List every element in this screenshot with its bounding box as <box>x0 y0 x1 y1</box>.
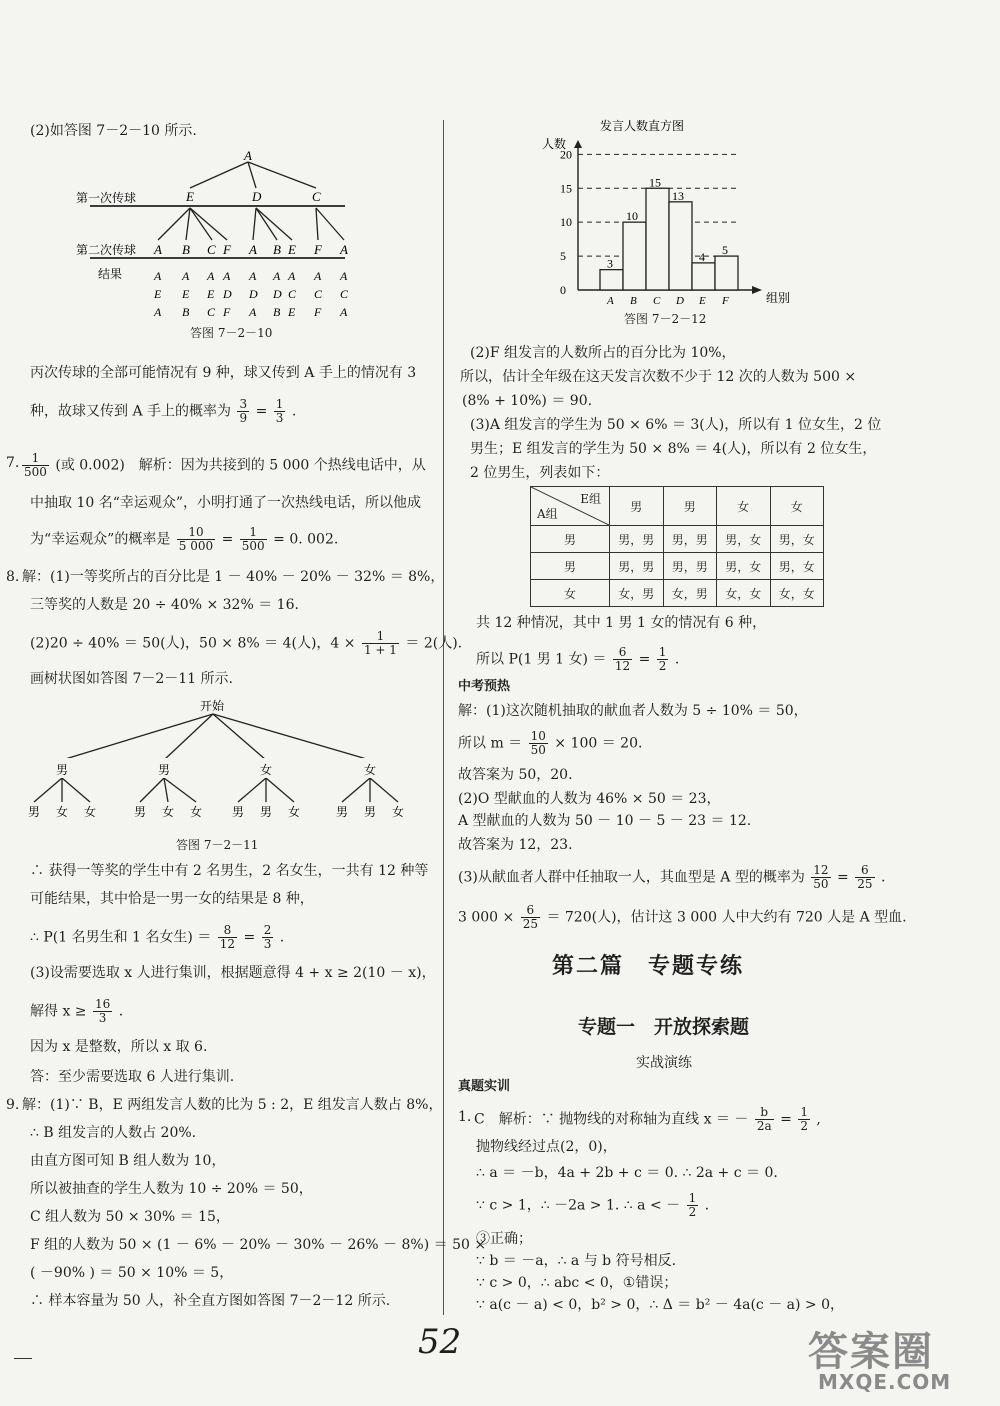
row-header: 男 <box>531 553 610 580</box>
fraction <box>687 1192 699 1219</box>
z-line-1: 解：(1)这次随机抽取的献血者人数为 5 ÷ 10% ＝ 50， <box>458 703 808 719</box>
frac-den: 2 <box>688 1205 697 1219</box>
x-tick-label: D <box>676 295 684 307</box>
tree1-result-letter: A <box>154 305 162 319</box>
fraction <box>274 398 286 425</box>
equals: = <box>780 1111 792 1128</box>
tree-diagram-7-2-10 <box>70 148 360 323</box>
corner-mark <box>14 1358 32 1359</box>
q7-line-c <box>30 526 338 553</box>
frac-den: 500 <box>24 465 47 479</box>
fraction <box>22 452 49 479</box>
page-number: 52 <box>418 1322 462 1362</box>
x-tick-label: A <box>607 295 614 307</box>
p1-number: 1. <box>458 1109 472 1125</box>
r-line-4: (3)A 组发言的学生为 50 × 6% ＝ 3(人)，所以有 1 位女生，2 位 <box>470 417 882 433</box>
q8-c-end: ＝ 2(人). <box>405 635 463 652</box>
q8-line-d: 画树状图如答图 7－2－11 所示. <box>30 671 233 687</box>
q7-number: 7. <box>6 455 20 471</box>
caption-7-2-11: 答图 7－2－11 <box>176 838 259 852</box>
tree2-level1 <box>53 758 379 778</box>
tree1-row1-2: C <box>312 189 321 204</box>
x-tick-label: B <box>630 295 637 307</box>
fraction <box>362 630 399 657</box>
z8-text-b: ＝ 720(人)，估计这 3 000 人中大约有 720 人是 A 型血. <box>546 909 907 926</box>
tree1-result-letter: A <box>340 305 348 319</box>
frac-num: 1 <box>800 1105 808 1119</box>
fraction <box>798 1106 810 1133</box>
table-cell: 男，女 <box>717 526 771 553</box>
table-cell: 女，女 <box>717 580 771 607</box>
tree1-result-letter: E <box>207 287 215 301</box>
z8-text-a: 3 000 × <box>458 909 515 926</box>
tree1-result-letter: C <box>288 287 297 301</box>
frac-num: 10 <box>177 526 215 540</box>
fraction <box>177 526 215 553</box>
equals: = <box>255 403 268 420</box>
bar-F <box>715 256 738 290</box>
q7-line-b: 中抽取 10 名“幸运观众”，小明打通了一次热线电话，所以他成 <box>30 495 422 511</box>
tree2-root: 开始 <box>200 699 225 713</box>
r8-text: 所以 P(1 男 1 女) ＝ <box>476 651 607 668</box>
equals: = <box>243 929 256 946</box>
bar-data-label: 4 <box>699 249 705 264</box>
table-cell: 男，女 <box>717 553 771 580</box>
bar-data-label: 13 <box>672 188 684 203</box>
q8-text-c: (2)20 ÷ 40% ＝ 50(人)，50 × 8% ＝ 4(人)，4 × <box>30 635 356 652</box>
tree1-row1-1: D <box>252 189 262 204</box>
p1-line-f: ∵ b ＝ －a，∴ a 与 b 符号相反. <box>476 1253 677 1269</box>
tree1-result-label: 结果 <box>98 267 123 281</box>
tree1-result-letter: A <box>223 269 231 283</box>
tree1-results <box>153 269 349 319</box>
z2-text: 所以 m ＝ <box>458 735 523 752</box>
tree1-result-letter: E <box>154 287 162 301</box>
tree2-level2-node: 女 <box>84 805 97 819</box>
r-line-1: (2)F 组发言的人数所占的百分比为 10%， <box>470 345 736 361</box>
z2-end: × 100 ＝ 20. <box>554 735 643 752</box>
table-row <box>531 580 824 607</box>
bar-A <box>600 270 623 290</box>
tree1-row2-6: E <box>288 242 296 257</box>
q8-line-j: 因为 x 是整数，所以 x 取 6. <box>30 1039 208 1055</box>
fraction <box>613 646 632 673</box>
bar-data-label: 5 <box>722 243 728 258</box>
tree2-level2-node: 男 <box>336 805 349 819</box>
table-cell: 女，男 <box>610 580 664 607</box>
histogram-chart <box>530 112 810 326</box>
frac-den: 2 <box>800 1119 808 1133</box>
q8-line-i <box>30 998 123 1025</box>
tree1-result-letter: D <box>249 287 258 301</box>
bar-D <box>669 202 692 290</box>
tree2-level2-node: 女 <box>392 805 405 819</box>
frac-num: b <box>755 1106 774 1120</box>
x-tick-label: C <box>653 295 661 307</box>
part-heading: 第二篇 专题专练 <box>552 954 745 979</box>
q9-line-a: 解：(1)∵ B，E 两组发言人数的比为 5 : 2，E 组发言人数占 8%， <box>22 1097 443 1113</box>
frac-den: 12 <box>614 659 631 673</box>
tree2-level2-node: 女 <box>288 805 301 819</box>
z-line-8 <box>458 904 907 931</box>
col-header: 女 <box>770 487 824 526</box>
fraction <box>657 646 669 673</box>
chart-ylabel: 人数 <box>542 137 567 151</box>
q8-i-end: . <box>118 1003 124 1020</box>
q9-number: 9. <box>6 1097 20 1113</box>
frac-den: 12 <box>219 937 236 951</box>
tree2-level1-node: 女 <box>364 763 377 777</box>
z7-end: . <box>880 869 886 886</box>
tree2-level2-node: 男 <box>260 805 273 819</box>
fraction <box>755 1106 774 1133</box>
z-line-2 <box>458 730 642 757</box>
frac-num: 1 <box>275 397 284 411</box>
tree1-result-letter: A <box>288 269 296 283</box>
equals: = <box>837 869 849 886</box>
tree2-level1-node: 女 <box>260 763 273 777</box>
frac-den: 50 <box>813 877 829 891</box>
chart-caption: 答图 7－2－12 <box>624 312 707 326</box>
q-text-l2: 丙次传球的全部可能情况有 9 种，球又传到 A 手上的情况有 3 <box>30 365 417 381</box>
z-line-6: 故答案为 12，23. <box>458 837 573 853</box>
tree2-level2-node: 男 <box>28 805 41 819</box>
q9-line-h: ∴ 样本容量为 50 人，补全直方图如答图 7－2－12 所示. <box>30 1293 391 1309</box>
frac-den: 9 <box>239 411 248 425</box>
corner-top: E组 <box>580 492 601 506</box>
table-cell: 男，女 <box>770 553 824 580</box>
p1-line-a <box>474 1106 821 1133</box>
q-part-2-intro: (2)如答图 7－2－10 所示. <box>30 123 197 139</box>
q8-text-i: 解得 x ≥ <box>30 1003 87 1020</box>
bar-B <box>623 222 646 290</box>
p1-line-h: ∵ a(c － a) < 0，b² > 0，∴ Δ ＝ b² － 4a(c － a) > 0， <box>476 1297 845 1313</box>
tree1-result-letter: D <box>273 287 282 301</box>
table-row <box>531 553 824 580</box>
table-cell: 男，男 <box>663 553 717 580</box>
bar-data-label: 3 <box>607 256 613 271</box>
table-corner <box>531 487 610 526</box>
q8-line-e: ∴ 获得一等奖的学生中有 2 名男生，2 名女生，一共有 12 种等 <box>30 863 429 879</box>
frac-num: 12 <box>813 863 829 877</box>
tree1-row1-label: 第一次传球 <box>76 191 137 205</box>
tree1-row2-2: C <box>207 242 216 257</box>
y-tick-label: 15 <box>560 181 572 196</box>
frac-num: 6 <box>855 864 874 878</box>
r-line-6: 2 位男生，列表如下： <box>470 465 610 481</box>
section-zhongkao-yure: 中考预热 <box>458 679 511 694</box>
equals: = <box>638 651 651 668</box>
watermark-logo: 答案圈 <box>808 1329 934 1375</box>
tree1-result-letter: F <box>314 305 322 319</box>
column-divider <box>443 120 444 1315</box>
frac-num: 3 <box>239 397 248 411</box>
r-line-2: 所以，估计全年级在这天发言次数不少于 12 次的人数为 500 × <box>460 369 857 385</box>
q8-line-k: 答：至少需要选取 6 人进行集训. <box>30 1069 235 1085</box>
p1-line-e: ③正确； <box>476 1231 532 1247</box>
q-text-l3 <box>30 398 296 425</box>
table-cell: 男，男 <box>610 526 664 553</box>
table-cell: 男，女 <box>770 526 824 553</box>
l3-text: 种，故球又传到 A 手上的概率为 <box>30 403 232 420</box>
q9-line-f: F 组的人数为 50 × (1 － 6% － 20% － 30% － 26% － 8%) ＝ 50 × <box>30 1237 487 1253</box>
x-axis-arrow <box>752 286 762 294</box>
z-line-4: (2)O 型献血的人数为 46% × 50 ＝ 23， <box>458 791 721 807</box>
q9-line-g: ( －90% ) ＝ 50 × 10% ＝ 5， <box>30 1265 234 1281</box>
frac-num: 1 <box>688 1191 697 1205</box>
q9-line-b: ∴ B 组发言的人数占 20%. <box>30 1125 197 1141</box>
r-line-3: (8% + 10%) ＝ 90. <box>462 393 593 409</box>
col-header: 男 <box>610 487 664 526</box>
p1-d-end: . <box>704 1197 710 1214</box>
frac-den: 2a <box>756 1119 772 1133</box>
fraction <box>237 398 249 425</box>
frac-num: 10 <box>530 729 546 743</box>
tree1-result-letter: C <box>314 287 323 301</box>
tree2-level2-node: 男 <box>364 805 377 819</box>
x-tick-label: F <box>722 295 729 307</box>
col-header: 男 <box>663 487 717 526</box>
p1-line-g: ∵ c > 0，∴ abc < 0，①错误； <box>476 1275 678 1291</box>
section-zhenti-shixun: 真题实训 <box>458 1079 511 1094</box>
x-tick-label: E <box>699 295 706 307</box>
table-row <box>531 526 824 553</box>
tree1-result-letter: D <box>223 287 232 301</box>
tree2-level2-node: 男 <box>134 805 147 819</box>
q9-line-c: 由直方图可知 B 组人数为 10， <box>30 1153 226 1169</box>
tree1-row2-0: A <box>154 242 162 257</box>
frac-num: 6 <box>613 646 632 660</box>
bar-C <box>646 188 669 290</box>
y-axis-arrow <box>574 140 582 148</box>
tree1-row2-label: 第二次传球 <box>76 243 137 257</box>
bar-data-label: 15 <box>649 175 661 190</box>
tree1-row1-0: E <box>186 189 194 204</box>
tree1-result-letter: C <box>207 305 216 319</box>
r-line-8 <box>476 646 679 673</box>
tree2-level1-node: 男 <box>158 763 171 777</box>
frac-num: 2 <box>263 923 272 937</box>
r8-end: . <box>674 651 680 668</box>
q8-line-f: 可能结果，其中恰是一男一女的结果是 8 种， <box>30 891 314 907</box>
frac-den: 5 000 <box>178 539 214 553</box>
fraction <box>93 998 112 1025</box>
frac-num: 6 <box>521 904 540 918</box>
tree2-level2-node: 女 <box>190 805 203 819</box>
fraction <box>521 904 540 931</box>
frac-num: 8 <box>218 924 237 938</box>
fraction <box>529 730 548 757</box>
y-tick-label: 20 <box>560 147 572 162</box>
q8-line-h: (3)设需要选取 x 人进行集训，根据题意得 4 + x ≥ 2(10 － x)， <box>30 965 436 981</box>
watermark-url: MXQE.COM <box>818 1370 952 1394</box>
z-line-5: A 型献血的人数为 50 － 10 － 5 － 23 ＝ 12. <box>458 813 752 829</box>
frac-num: 1 <box>658 645 667 659</box>
tree1-result-letter: E <box>288 305 296 319</box>
tree2-level1-node: 男 <box>56 763 69 777</box>
table-cell: 男，男 <box>610 553 664 580</box>
frac-den: 3 <box>98 1011 107 1025</box>
probability-table <box>530 486 824 607</box>
tree2-level2-node: 女 <box>162 805 175 819</box>
q9-line-e: C 组人数为 50 × 30% ＝ 15， <box>30 1209 230 1225</box>
caption-7-2-10: 答图 7－2－10 <box>190 326 273 340</box>
fraction <box>855 864 874 891</box>
row-header: 女 <box>531 580 610 607</box>
fraction <box>240 526 267 553</box>
q8-line-c <box>30 630 462 657</box>
q9-line-d: 所以被抽查的学生人数为 10 ÷ 20% ＝ 50， <box>30 1181 313 1197</box>
z7-text: (3)从献血者人群中任抽取一人，其血型是 A 型的概率为 <box>458 869 805 886</box>
chart-xlabel: 组别 <box>766 291 791 305</box>
z-line-3: 故答案为 50，20. <box>458 767 573 783</box>
topic-heading: 专题一 开放探索题 <box>578 1016 750 1038</box>
row-header: 男 <box>531 526 610 553</box>
tree1-row2-1: B <box>182 242 190 257</box>
tree1-result-letter: A <box>249 305 257 319</box>
frac-den: 50 <box>530 743 546 757</box>
tree1-result-letter: A <box>207 269 215 283</box>
tree-diagram-7-2-11 <box>20 694 420 824</box>
q8-line-g <box>30 924 284 951</box>
y-tick-label: 0 <box>560 283 566 297</box>
q7-text-c: 为“幸运观众”的概率是 <box>30 531 171 548</box>
tree1-result-letter: C <box>340 287 349 301</box>
l3-end: . <box>291 403 297 420</box>
tree2-level2-node: 女 <box>56 805 69 819</box>
q8-line-a: 解：(1)一等奖所占的百分比是 1 － 40% － 20% － 32% ＝ 8%， <box>22 569 445 585</box>
tree1-result-letter: A <box>314 269 322 283</box>
frac-num: 16 <box>94 997 111 1011</box>
tree2-level2-node: 男 <box>232 805 245 819</box>
y-tick-label: 5 <box>560 249 566 264</box>
tree1-row2-3: F <box>223 242 231 257</box>
frac-den: 2 <box>658 659 667 673</box>
q7-line-a <box>20 452 426 479</box>
tree1-root: A <box>244 148 252 163</box>
bar-E <box>692 263 715 290</box>
p1-line-c: ∴ a ＝ －b，4a + 2b + c ＝ 0. ∴ 2a + c ＝ 0. <box>476 1165 778 1181</box>
chart-title: 发言人数直方图 <box>600 119 685 133</box>
frac-den: 500 <box>241 539 265 553</box>
frac-den: 3 <box>263 937 272 951</box>
p1-text-d: ∵ c > 1，∴ －2a > 1. ∴ a < － <box>476 1197 681 1214</box>
fraction <box>811 864 830 891</box>
col-header: 女 <box>717 487 771 526</box>
tree1-result-letter: B <box>273 305 281 319</box>
q7-end: = 0. 002. <box>273 531 339 548</box>
tree1-row2-7: F <box>314 242 322 257</box>
q8-number: 8. <box>6 569 20 585</box>
tree1-result-letter: A <box>182 269 190 283</box>
y-tick-label: 10 <box>560 215 572 230</box>
q7-text-a: (或 0.002) 解析：因为共接到的 5 000 个热线电话中，从 <box>55 457 426 474</box>
r-line-7: 共 12 种情况，其中 1 男 1 女的情况有 6 种， <box>476 615 767 631</box>
p1-a-end: , <box>816 1111 821 1128</box>
p1-line-d <box>476 1192 709 1219</box>
r-line-5: 男生；E 组发言的学生为 50 × 8% ＝ 4(人)，所以有 2 位女生， <box>470 441 877 457</box>
tree1-row2-8: A <box>340 242 348 257</box>
tree1-result-letter: A <box>340 269 348 283</box>
fraction <box>262 924 274 951</box>
practice-heading: 实战演练 <box>636 1055 692 1071</box>
tree1-result-letter: A <box>154 269 162 283</box>
frac-num: 1 <box>240 526 267 540</box>
frac-den: 25 <box>522 917 538 931</box>
tree1-row2-4: A <box>249 242 257 257</box>
tree1-row2-5: B <box>273 242 281 257</box>
q8-text-g: ∴ P(1 名男生和 1 名女生) ＝ <box>30 929 212 946</box>
p1-text-a: C 解析：∵ 抛物线的对称轴为直线 x ＝ － <box>474 1111 749 1128</box>
table-cell: 男，男 <box>663 526 717 553</box>
fraction <box>218 924 237 951</box>
corner-bottom: A组 <box>537 507 558 521</box>
table-cell: 女，男 <box>663 580 717 607</box>
bar-data-label: 10 <box>626 209 638 224</box>
frac-den: 3 <box>275 411 284 425</box>
frac-den: 1 + 1 <box>363 643 397 657</box>
q8-g-end: . <box>279 929 285 946</box>
tree1-result-letter: A <box>249 269 257 283</box>
z-line-7 <box>458 864 885 891</box>
tree1-result-letter: F <box>223 305 231 319</box>
tree2-level2 <box>28 805 404 819</box>
tree1-result-letter: E <box>182 287 190 301</box>
p1-line-b: 抛物线经过点(2，0)， <box>476 1139 617 1155</box>
tree1-result-letter: A <box>273 269 281 283</box>
frac-den: 25 <box>857 877 873 891</box>
frac-num: 1 <box>362 630 399 644</box>
table-cell: 女，女 <box>770 580 824 607</box>
q8-line-b: 三等奖的人数是 20 ÷ 40% × 32% ＝ 16. <box>30 597 299 613</box>
equals: = <box>221 531 234 548</box>
frac-num: 1 <box>22 452 49 466</box>
tree1-result-letter: B <box>182 305 190 319</box>
